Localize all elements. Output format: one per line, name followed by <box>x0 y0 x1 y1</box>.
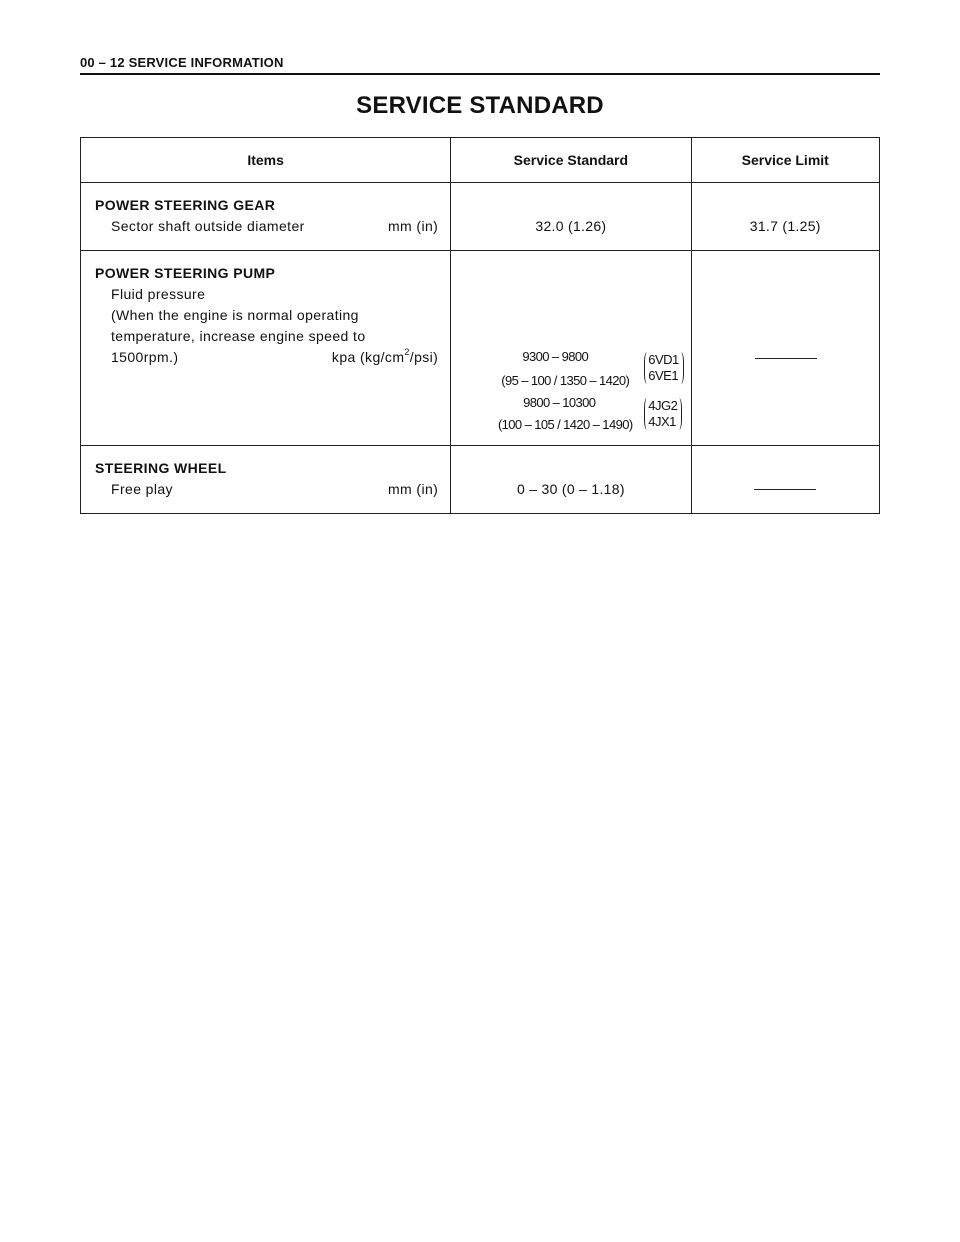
item-unit: mm (in) <box>388 481 439 497</box>
group-title: STEERING WHEEL <box>95 460 227 476</box>
item-line <box>95 216 438 237</box>
item-line: Fluid pressure <box>111 286 206 302</box>
table-row <box>81 251 880 446</box>
engine-badge: 6VD1 6VE1 <box>644 352 684 384</box>
column-header-items: Items <box>81 138 451 183</box>
items-cell <box>81 183 451 251</box>
items-cell <box>81 251 451 446</box>
standard-cell <box>451 251 691 446</box>
item-label: 1500rpm.) <box>111 349 179 365</box>
item-line <box>95 347 438 368</box>
table-header-row <box>81 138 880 183</box>
standard-conversion: (100 – 105 / 1420 – 1490) <box>497 417 633 432</box>
group-title: POWER STEERING GEAR <box>95 197 276 213</box>
item-line: temperature, increase engine speed to <box>111 328 366 344</box>
no-limit-dash <box>755 358 817 359</box>
limit-value: 31.7 (1.25) <box>749 218 821 234</box>
page-header: 00 – 12 SERVICE INFORMATION <box>80 55 880 75</box>
page-title: SERVICE STANDARD <box>356 92 604 119</box>
group-title: POWER STEERING PUMP <box>95 265 276 281</box>
items-cell <box>81 446 451 514</box>
standard-value: 9800 – 10300 <box>523 395 596 410</box>
standard-value: 32.0 (1.26) <box>535 218 607 234</box>
standard-cell <box>451 183 691 251</box>
service-standard-table <box>80 137 880 514</box>
standard-value: 9300 – 9800 <box>522 349 589 364</box>
engine-badge: 4JG2 4JX1 <box>644 398 682 430</box>
item-label: Sector shaft outside diameter <box>111 218 305 234</box>
item-label: Free play <box>111 481 173 497</box>
no-limit-dash <box>754 489 816 490</box>
item-unit: kpa $(kg/cm^2/psi)$ <box>331 347 439 365</box>
table-row <box>81 183 880 251</box>
item-line: (When the engine is normal operating <box>111 307 359 323</box>
standard-conversion: (95 – 100 / 1350 – 1420) <box>501 373 630 388</box>
item-unit: mm (in) <box>388 218 439 234</box>
table-row <box>81 446 880 514</box>
column-header-service-standard: Service Standard <box>451 138 691 183</box>
item-line <box>95 479 438 500</box>
standard-cell <box>451 446 691 514</box>
limit-cell <box>691 446 880 514</box>
standard-value: 0 – 30 (0 – 1.18) <box>516 481 625 497</box>
column-header-service-limit: Service Limit <box>691 138 880 183</box>
limit-cell <box>691 183 880 251</box>
limit-cell <box>691 251 880 446</box>
